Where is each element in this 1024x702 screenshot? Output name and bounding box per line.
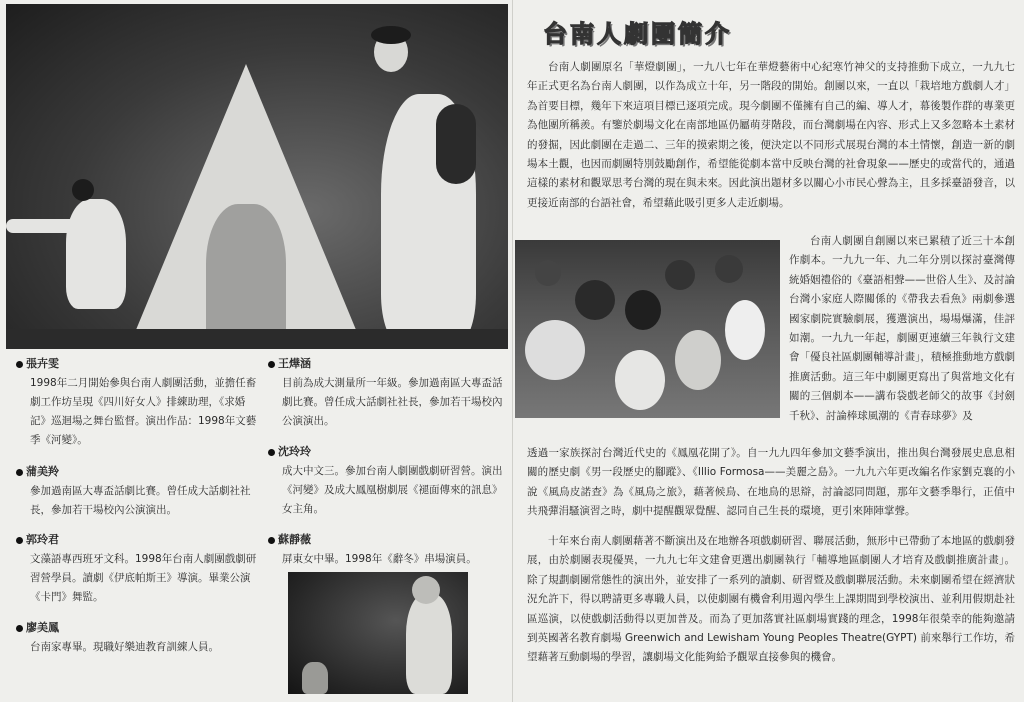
bio-text: 屏東女中畢。1998年《辭冬》串場演員。: [282, 553, 477, 565]
bullet-icon: [16, 361, 23, 368]
dancer-right-hair: [371, 26, 411, 44]
dancer-left-arm: [6, 219, 86, 233]
dancer-right-sleeve: [436, 104, 476, 184]
bullet-icon: [268, 537, 275, 544]
bio-pu: [16, 462, 258, 520]
participant: [715, 255, 743, 283]
participant: [725, 300, 765, 360]
paragraph-history: 台南人劇團原名「華燈劇團」，一九八七年在華燈藝術中心紀寒竹神父的支持推動下成立，一九九七年正式更名為台南人劇團，以作為成立十年，另一階段的開始。創團以來，一直以「栽培地方戲劇人才」為首要目標，幾年下來這項目標已逐項完成。現今劇團不僅擁有自己的編、導人才，幕後製作群的專業更為他團所稱羨。有鑒於劇場文化在南部地區仍屬萌芽階段，而台灣劇場在內容、形式上又多忽略本土素材的發掘，因此劇團在走過二、三年的摸索期之後，便決定以不同形式展現台灣的本土情懷，創造一新的劇場本土觀，也因而劇團特別鼓勵創作，希望能從劇本當中反映台灣的社會現象——歷史的或當代的，通過這樣的素材和觀眾思考台灣的現在與未來。因此演出題材多以關心小市民心聲為主，且多採臺語發音，以更接近南部的台語社會，希望藉此吸引更多人走近劇場。: [527, 61, 1015, 209]
paragraph-works-continued: 透過一家族探討台灣近代史的《鳳凰花開了》。自一九九四年參加文藝季演出，推出與台灣發展史息息相關的歷史劇《男一段歷史的腳蹤》、《Illio Formosa——美麗之島》。一九九六年更改編名作家劉克襄的小說《風鳥皮諾查》為《風鳥之旅》，藉著候鳥、在地鳥的思辯，討論認同問題，那年文藝季舉行，正值中共飛彈涓騷演習之時，劇中提醒觀眾覺醒、認同自己生長的環境，更引來陣陣掌聲。: [527, 447, 1015, 518]
participant: [525, 320, 585, 380]
participant: [615, 350, 665, 410]
right-page: [512, 0, 1024, 702]
bio-name: 廖美鳳: [26, 621, 59, 634]
bullet-icon: [268, 361, 275, 368]
bio-name: 王燁涵: [278, 357, 311, 370]
participant: [575, 280, 615, 320]
bio-text: 成大中文三。參加台南人劇團戲劇研習營。演出《河變》及成大鳳凰樹劇展《褪面傳來的訊息》女主角。: [282, 465, 503, 515]
shadow-on-set: [206, 204, 286, 349]
paragraph-future: 十年來台南人劇團藉著不斷演出及在地辦各項戲劇研習、聯展活動，無形中已帶動了本地區的戲劇發展，由於劇團表現優異，一九九七年文建會更選出劇團執行「輔導地區劇團人才培育及戲劇推廣計畫」。除了規劃劇團常態性的演出外，並安排了一系列的讀劇、研習暨及戲劇聯展活動。未來劇團希望在經濟狀況允許下，得以聘請更多專職人員，以使劇團有機會利用週內學生上課期間到學校演出、並利用假期赴社區巡演，以使戲劇活動得以更加普及。而為了更加落實社區劇場實踐的理念，1998年很榮幸的能夠邀請到英國著名教育劇場 Greenwich and Lewisham Young Peoples Theatre(GYPT) 前來舉行工作坊，希望藉著互動劇場的學習，讓劇場文化能夠給予觀眾直接參與的機會。: [527, 535, 1015, 664]
bio-name: 郭玲君: [26, 533, 59, 546]
participant: [625, 290, 661, 330]
bio-name: 蒲美羚: [26, 465, 59, 478]
article-title: 台南人劇團簡介: [543, 20, 732, 48]
participant: [665, 260, 695, 290]
bio-name: 沈玲玲: [278, 445, 311, 458]
bio-text: 台南家專畢。現職好樂迪教育訓練人員。: [30, 641, 219, 653]
bio-guo: [16, 530, 258, 607]
participant: [675, 330, 721, 390]
bio-su: [268, 530, 508, 569]
bio-text: 1998年二月開始參與台南人劇團活動，並擔任畜劇工作坊呈現《四川好女人》排練助理，《求婚記》巡迴場之舞台監督。演出作品：1998年文藝季《河變》。: [30, 377, 257, 446]
performer-head: [412, 576, 440, 604]
bullet-icon: [16, 537, 23, 544]
dancer-left: [66, 199, 126, 309]
stage-floor: [6, 329, 508, 349]
bio-wang: [268, 354, 508, 431]
participant: [535, 260, 561, 286]
performer-body: [406, 594, 452, 694]
bullet-icon: [16, 469, 23, 476]
bio-text: 目前為成大測量所一年級。參加過南區大專盃話劇比賽。曾任成大話劇社社長，參加若干場校內公演演出。: [282, 377, 503, 427]
bio-name: 張卉雯: [26, 357, 59, 370]
bio-text: 文藻語專西班牙文科。1998年台南人劇團戲劇研習營學員。讀劇《伊底帕斯王》導演。畢業公演《卡門》舞監。: [30, 553, 257, 603]
performance-photo: [6, 4, 508, 349]
paragraph-works: 台南人劇團自創團以來已累積了近三十本創作劇本。一九九一年、九二年分別以探討臺灣傳統婚姻禮俗的《臺語相聲——世俗人生》、及討論台灣小家庭人際關係的《帶我去看魚》兩劇參選國家劇院實驗劇展，獲選演出，場場爆滿，佳評如潮。一九九一年起，劇團更連續三年執行文建會「優良社區劇團輔導計畫」，積極推動地方戲劇推廣活動。這三年中劇團更寫出了與當地文化有關的三個劇本——講布袋戲老師父的故事《封劍千秋》、討論棒球風潮的《青春球夢》及: [789, 235, 1015, 422]
bio-text: 參加過南區大專盃話劇比賽。曾任成大話劇社社長，參加若干場校內公演演出。: [30, 485, 251, 516]
dancer-left-head: [72, 179, 94, 201]
bullet-icon: [268, 449, 275, 456]
background-figure: [302, 662, 328, 694]
bio-name: 蘇靜薇: [278, 533, 311, 546]
workshop-group-photo: [515, 240, 780, 418]
bio-liao: [16, 618, 258, 657]
bullet-icon: [16, 625, 23, 632]
bio-zhang: [16, 354, 258, 450]
solo-performer-photo: [288, 572, 468, 694]
bio-shen: [268, 442, 508, 519]
